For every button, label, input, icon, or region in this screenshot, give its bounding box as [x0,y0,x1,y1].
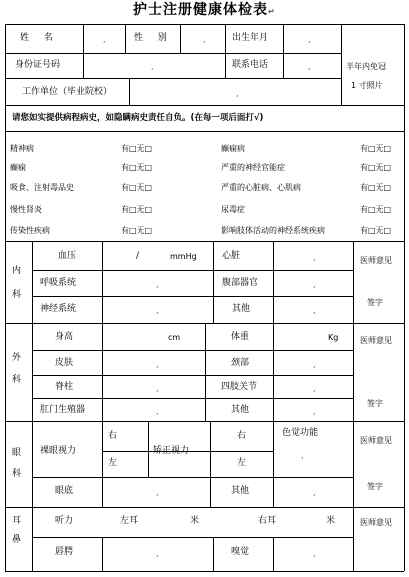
neck-label: 颈部 [231,358,250,368]
fundus-value[interactable]: , [156,488,159,497]
yes-no-checkbox[interactable]: 有□无□ [360,144,392,153]
history-item: 癫痫 [10,163,26,172]
surgery-section-label-2: 科 [12,375,22,385]
school-label: 工作单位（毕业院校） [22,87,113,97]
bp-unit: mmHg [170,252,197,261]
history-item: 吸食、注射毒品史 [10,183,74,192]
heart-label: 心脏 [222,251,241,261]
eye-section-label-1: 眼 [12,448,22,458]
lip-label: 唇腭 [55,547,74,557]
weight-unit: Kg [328,333,339,342]
internal-sign: 签字 [367,298,383,307]
id-label: 身份证号码 [15,60,61,70]
naked-vision-label: 裸眼视力 [40,446,77,456]
history-item: 影响肢体活动的神经系统疾病 [221,226,325,235]
yes-no-checkbox[interactable]: 有□无□ [360,183,392,192]
spine-value[interactable]: , [156,384,159,393]
height-unit: cm [168,333,181,342]
eye-section-label-2: 科 [12,469,22,479]
surgery-other-label: 其他 [231,405,250,415]
id-value[interactable]: , [151,62,154,71]
history-item: 慢性肾炎 [10,205,42,214]
yes-no-checkbox[interactable]: 有□无□ [121,183,153,192]
naked-right-label: 右 [108,431,118,441]
hearing-label: 听力 [55,516,74,526]
lip-value[interactable]: , [156,549,159,558]
height-label: 身高 [55,332,74,342]
internal-other-label: 其他 [232,304,251,314]
surgery-section-label-1: 外 [12,353,22,363]
bp-label: 血压 [58,251,77,261]
yes-no-checkbox[interactable]: 有□无□ [121,163,153,172]
weight-label: 体重 [231,332,250,342]
history-item: 严重的心脏病、心肌病 [221,183,301,192]
ent-section-label-2: 鼻 [12,535,22,545]
photo-label-line1: 半年内免冠 [346,62,386,71]
anus-genital-label: 肛门生殖器 [40,405,86,415]
page-title: 护士注册健康体检表↵ [133,2,276,18]
color-vision-value[interactable]: , [301,451,304,460]
eye-doctor-opinion: 医师意见 [360,436,392,445]
limbs-value[interactable]: , [313,384,316,393]
history-item: 尿毒症 [221,205,245,214]
respiratory-label: 呼吸系统 [40,278,77,288]
smell-label: 嗅觉 [231,547,250,557]
eye-other-label: 其他 [231,486,250,496]
yes-no-checkbox[interactable]: 有□无□ [121,144,153,153]
photo-label-line2: 1 寸照片 [351,81,383,90]
corrected-left-label: 左 [237,458,247,468]
spine-label: 脊柱 [55,382,74,392]
smell-value[interactable]: , [313,549,316,558]
heart-value[interactable]: , [313,253,316,262]
internal-other-value[interactable]: , [313,306,316,315]
bp-separator: / [136,251,140,261]
notice-text: 请您如实提供病程病史，如隐瞒病史责任自负。(在每一项后面打√) [12,113,264,123]
eye-other-value[interactable]: , [313,488,316,497]
yes-no-checkbox[interactable]: 有□无□ [360,205,392,214]
gender-label: 性 别 [134,33,173,43]
history-item: 癫痫病 [221,144,245,153]
gender-value[interactable]: , [203,35,206,44]
surgery-other-value[interactable]: , [313,407,316,416]
phone-label: 联系电话 [232,60,269,70]
yes-no-checkbox[interactable]: 有□无□ [121,226,153,235]
corrected-vision-label: 矫正视力 [153,446,190,456]
name-value[interactable]: , [103,35,106,44]
corrected-right-label: 右 [237,431,247,441]
internal-doctor-opinion: 医师意见 [360,256,392,265]
fundus-label: 眼底 [55,486,74,496]
eye-sign: 签字 [367,482,383,491]
ent-doctor-opinion: 医师意见 [360,518,392,527]
history-item: 精神病 [10,144,34,153]
birth-label: 出生年月 [232,33,269,43]
left-ear-label: 左耳 [120,516,139,526]
naked-left-label: 左 [108,458,118,468]
surgery-doctor-opinion: 医师意见 [360,336,392,345]
yes-no-checkbox[interactable]: 有□无□ [360,163,392,172]
yes-no-checkbox[interactable]: 有□无□ [121,205,153,214]
respiratory-value[interactable]: , [156,280,159,289]
history-item: 严重的神经官能症 [221,163,285,172]
limbs-label: 四肢关节 [221,382,258,392]
name-label: 姓 名 [20,33,59,43]
skin-label: 皮肤 [55,358,74,368]
phone-value[interactable]: , [308,62,311,71]
internal-section-label-1: 内 [12,266,22,276]
school-value[interactable]: , [236,89,239,98]
neck-value[interactable]: , [313,360,316,369]
birth-value[interactable]: , [308,35,311,44]
left-ear-unit: 米 [190,516,200,526]
ent-section-label-1: 耳 [12,516,22,526]
nervous-value[interactable]: , [156,306,159,315]
skin-value[interactable]: , [156,360,159,369]
abdomen-label: 腹部器官 [222,278,259,288]
yes-no-checkbox[interactable]: 有□无□ [360,226,392,235]
right-ear-unit: 米 [326,516,336,526]
abdomen-value[interactable]: , [313,280,316,289]
internal-section-label-2: 科 [12,290,22,300]
history-item: 传染性疾病 [10,226,50,235]
color-vision-label: 色觉功能 [282,428,319,438]
right-ear-label: 右耳 [258,516,277,526]
nervous-label: 神经系统 [40,304,77,314]
surgery-sign: 签字 [367,399,383,408]
anus-genital-value[interactable]: , [156,407,159,416]
